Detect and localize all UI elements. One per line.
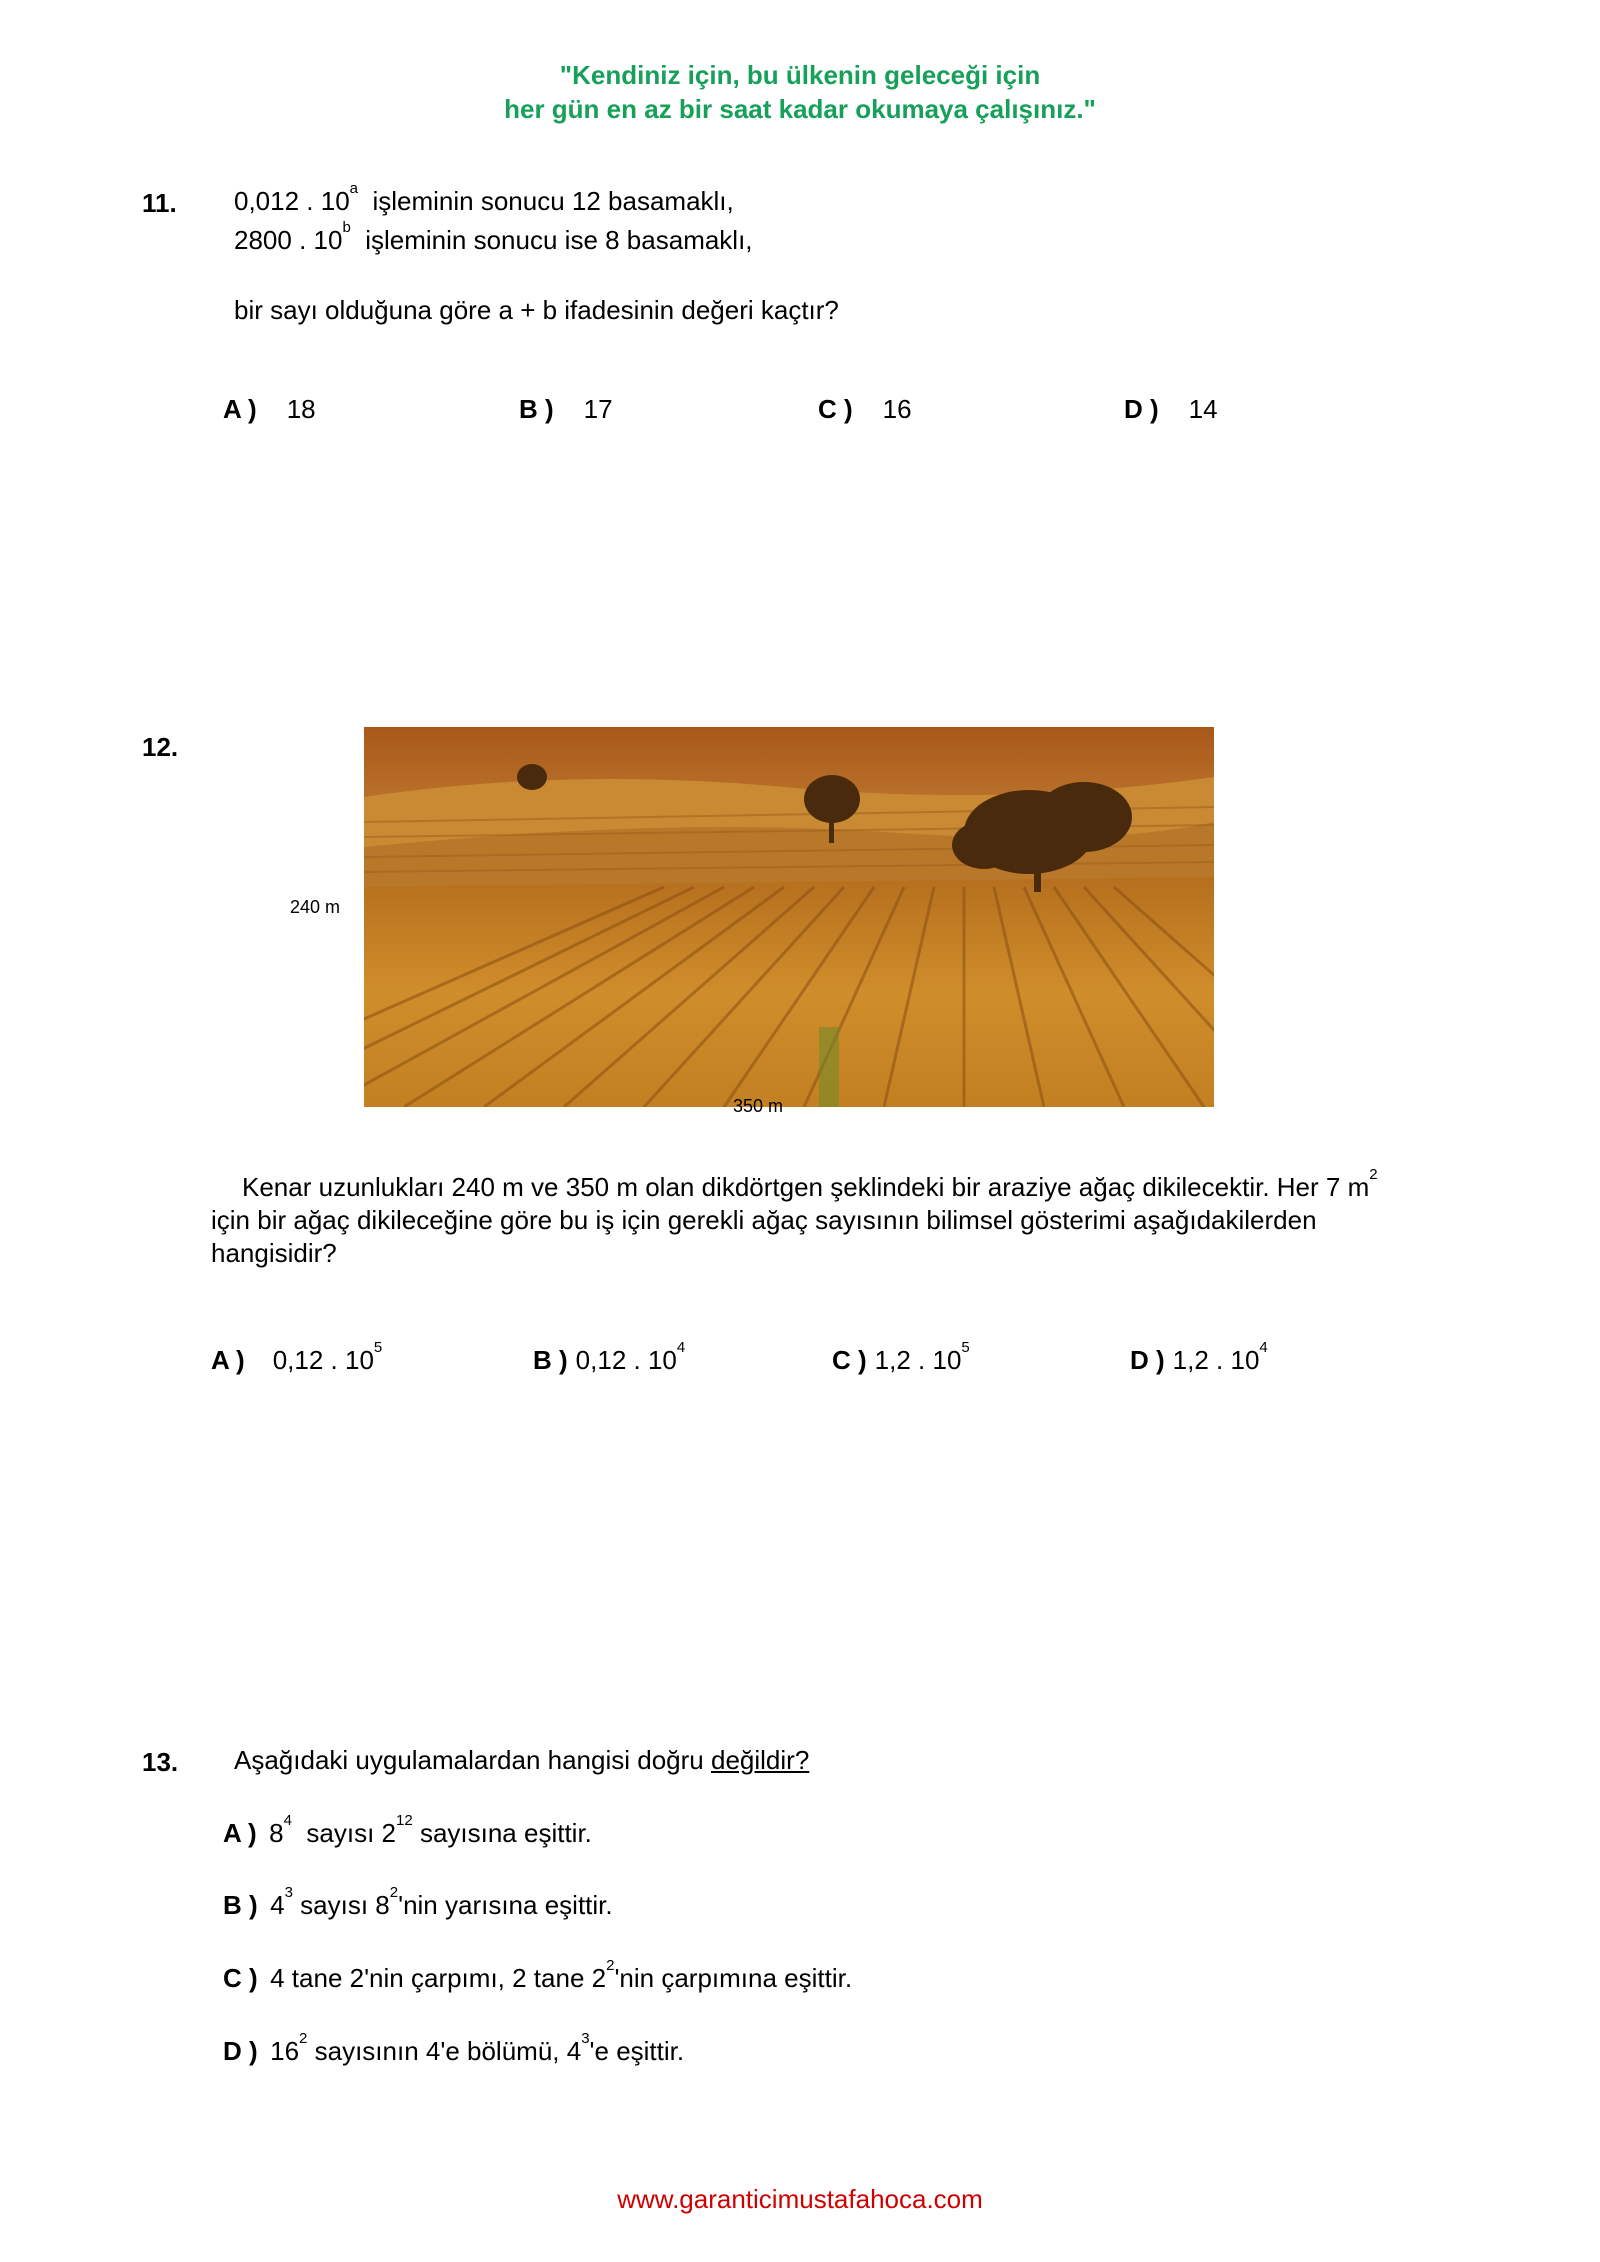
question-12-number: 12. [142,732,179,762]
header-quote-line1: "Kendiniz için, bu ülkenin geleceği için [559,60,1041,90]
header-quote-line2: her gün en az bir saat kadar okumaya çalışınız." [504,94,1096,124]
question-11-line2: 2800 . 10$^b$ işleminin sonucu ise 8 basamaklı, [234,219,753,255]
q12-option-d[interactable]: D ) 1,2 . $10^4$ [1130,1339,1268,1375]
q13-option-a[interactable]: A ) $8^4$ sayısı $2^{12}$ sayısına eşittir. [223,1812,592,1848]
footer-website-link[interactable]: www.garanticimustafahoca.com [617,2184,983,2214]
q11-option-b[interactable]: B ) 17 [519,394,613,424]
q11-option-c[interactable]: C ) 16 [818,394,912,424]
question-12-text-line2: için bir ağaç dikileceğine göre bu iş için gerekli ağaç sayısının bilimsel gösterimi aşağıdakilerden [211,1205,1317,1235]
q13-option-b[interactable]: B ) $4^3$ sayısı $8^2'nin$ yarısına eşittir. [223,1884,613,1920]
q13-option-d[interactable]: D ) $16^2$ sayısının 4'e bölümü, $4^3'e$ eşittir. [223,2030,685,2066]
q12-option-c[interactable]: C ) 1,2 . $10^5$ [832,1339,970,1375]
field-photo [364,727,1214,1107]
q11-option-a[interactable]: A ) 18 [223,394,316,424]
question-11-line1: 0,012 . 10$^a$ işleminin sonucu 12 basamaklı, [234,180,734,216]
question-13-number: 13. [142,1747,179,1777]
question-13-prompt: Aşağıdaki uygulamalardan hangisi doğru değildir? [234,1745,810,1775]
q13-option-c[interactable]: C ) 4 tane 2'nin çarpımı, 2 tane $2^2'nin$ çarpımına eşittir. [223,1957,853,1993]
question-11-line3: bir sayı olduğuna göre a + b ifadesinin değeri kaçtır? [234,295,839,325]
q12-option-b[interactable]: B ) 0,12 . $10^4$ [533,1339,686,1375]
q11-option-d[interactable]: D ) 14 [1124,394,1218,424]
question-12-text-line3: hangisidir? [211,1238,337,1268]
question-11-number: 11. [142,188,177,218]
label-width: 350 m [733,1096,784,1116]
label-height: 240 m [290,897,341,917]
question-12-text-line1: Kenar uzunlukları 240 m ve 350 m olan dikdörtgen şeklindeki bir araziye ağaç dikilecektir. Her 7 $m^2$ [242,1166,1378,1202]
q12-option-a[interactable]: A ) 0,12 . $10^5$ [211,1339,383,1375]
